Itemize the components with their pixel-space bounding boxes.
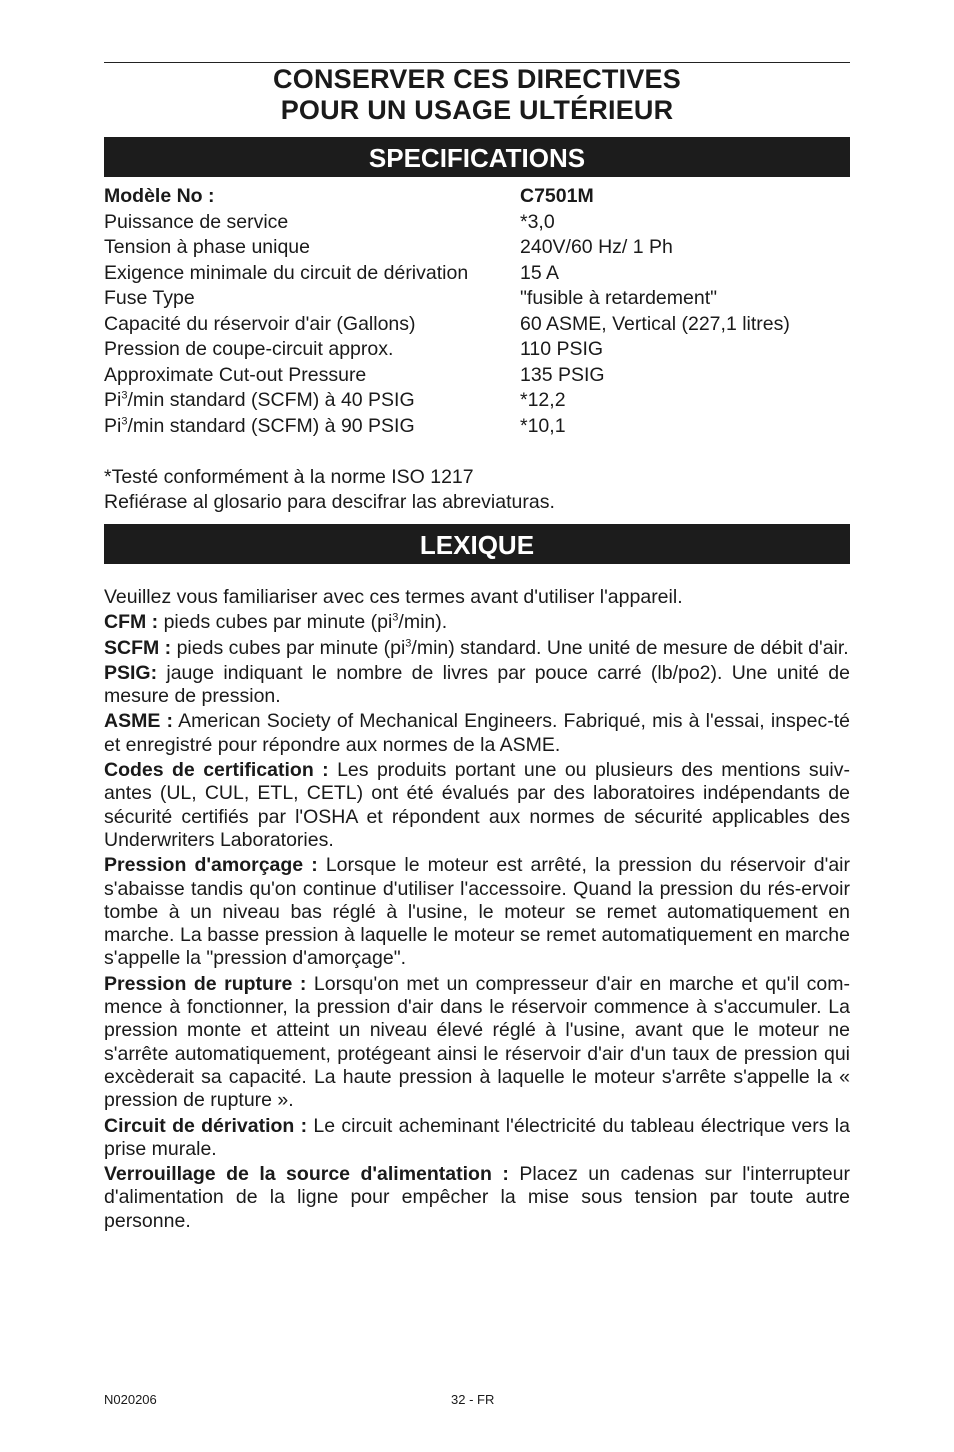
spec-label: Capacité du réservoir d'air (Gallons) xyxy=(104,312,416,335)
spec-row-model xyxy=(104,184,850,210)
glossary-entry-rupture: Pression de rupture : Lorsqu'on met un compresseur d'air en marche et qu'il com-mence à fonctionner, la pression d'air dans le réservoir commence à s'accumuler. La pression monte et atteint un niveau élevé réglé à l'usine, avant que le moteur ne s'arrête automatiquement, protégeant ainsi le réservoir d'air d'un taux de pression qui excèderait sa capacité. La haute pression à laquelle le moteur s'arrête s'appelle la « pression de rupture ». xyxy=(104,972,850,1112)
specifications-table xyxy=(104,184,850,439)
spec-row xyxy=(104,337,850,363)
spec-row xyxy=(104,235,850,261)
spec-label: Pi$^3$/min standard (SCFM) à 90 PSIG xyxy=(104,414,415,437)
spec-row xyxy=(104,363,850,389)
glossary-entry-scfm: SCFM : pieds cubes par minute $(pi^3/\min)$ standard. Une unité de mesure de débit d'air. xyxy=(104,636,849,659)
title-line-2: POUR UN USAGE ULTÉRIEUR xyxy=(280,95,674,125)
glossary-entry-amorcage: Pression d'amorçage : Lorsque le moteur est arrêté, la pression du réservoir d'air s'abaisse tandis qu'on continue d'utiliser l'accessoire. Quand la pression du rés-ervoir tombe à un niveau bas réglé à l'usine, le moteur se remet automatiquement en marche. La basse pression à laquelle le moteur se remet automatiquement en marche s'appelle la "pression d'amorçage". xyxy=(104,854,850,970)
spec-value: 15 A xyxy=(520,261,560,284)
spec-value: *3,0 xyxy=(520,210,555,233)
title-line-1: CONSERVER CES DIRECTIVES xyxy=(273,64,681,94)
spec-label: Modèle No : xyxy=(104,185,215,207)
document-code: N020206 xyxy=(104,1392,157,1407)
glossary-entry-cfm: CFM : pieds cubes par minute $(pi^3/\min)$. xyxy=(104,611,448,634)
spec-row xyxy=(104,286,850,312)
spec-label: Pression de coupe-circuit approx. xyxy=(104,338,394,360)
glossary-entry-asme: ASME : American Society of Mechanical Engineers. Fabriqué, mis à l'essai, inspec-té et enregistré pour répondre aux normes de la ASME. xyxy=(104,710,850,756)
top-rule xyxy=(104,62,850,63)
spec-label: Fuse Type xyxy=(104,287,195,309)
spec-value: *12,2 xyxy=(520,389,566,411)
glossary-reference-note: Refiérase al glosario para descifrar las abreviaturas. xyxy=(104,491,555,513)
spec-row xyxy=(104,388,850,414)
page-number: 32 - FR xyxy=(451,1392,495,1407)
spec-label: Puissance de service xyxy=(104,210,289,233)
spec-row xyxy=(104,261,850,287)
iso-note: *Testé conformément à la norme ISO 1217 xyxy=(104,466,474,488)
spec-label: Tension à phase unique xyxy=(104,236,310,258)
spec-value: 240V/60 Hz/ 1 Ph xyxy=(520,236,673,258)
glossary xyxy=(104,586,850,1235)
page-title xyxy=(104,64,850,126)
spec-value: 60 ASME, Vertical (227,1 litres) xyxy=(520,312,790,335)
spec-row xyxy=(104,210,850,236)
spec-label: Exigence minimale du circuit de dérivation xyxy=(104,261,469,284)
glossary-entry-circuit: Circuit de dérivation : Le circuit acheminant l'électricité du tableau électrique vers la prise murale. xyxy=(104,1114,850,1160)
spec-value: *10,1 xyxy=(520,414,566,437)
glossary-entry-psig: PSIG: jauge indiquant le nombre de livres par pouce carré (lb/po2). Une unité de mesure de pression. xyxy=(104,661,850,708)
spec-value: 110 PSIG xyxy=(520,338,604,360)
glossary-entry-codes: Codes de certification : Les produits portant une ou plusieurs des mentions suiv-antes (UL, CUL, ETL, CETL) ont été évalués par des laboratoires indépendants de sécurité certifiés par l'OSHA et répondent aux normes de sécurité applicables des Underwriters Laboratories. xyxy=(104,759,851,851)
spec-value: "fusible à retardement" xyxy=(520,287,718,309)
lexique-heading: LEXIQUE xyxy=(104,524,850,564)
glossary-intro: Veuillez vous familiariser avec ces termes avant d'utiliser l'appareil. xyxy=(104,586,683,608)
glossary-entry-verrouillage: Verrouillage de la source d'alimentation : Placez un cadenas sur l'interrupteur d'alimentation de la ligne pour empêcher la mise sous tension par toute autre personne. xyxy=(104,1163,850,1232)
spec-label: Approximate Cut-out Pressure xyxy=(104,363,367,386)
spec-row xyxy=(104,312,850,338)
spec-value: 135 PSIG xyxy=(520,363,605,386)
spec-row xyxy=(104,414,850,440)
spec-value: C7501M xyxy=(520,185,594,207)
spec-label: Pi$^3$/min standard (SCFM) à 40 PSIG xyxy=(104,389,415,411)
specifications-heading: SPECIFICATIONS xyxy=(104,137,850,177)
